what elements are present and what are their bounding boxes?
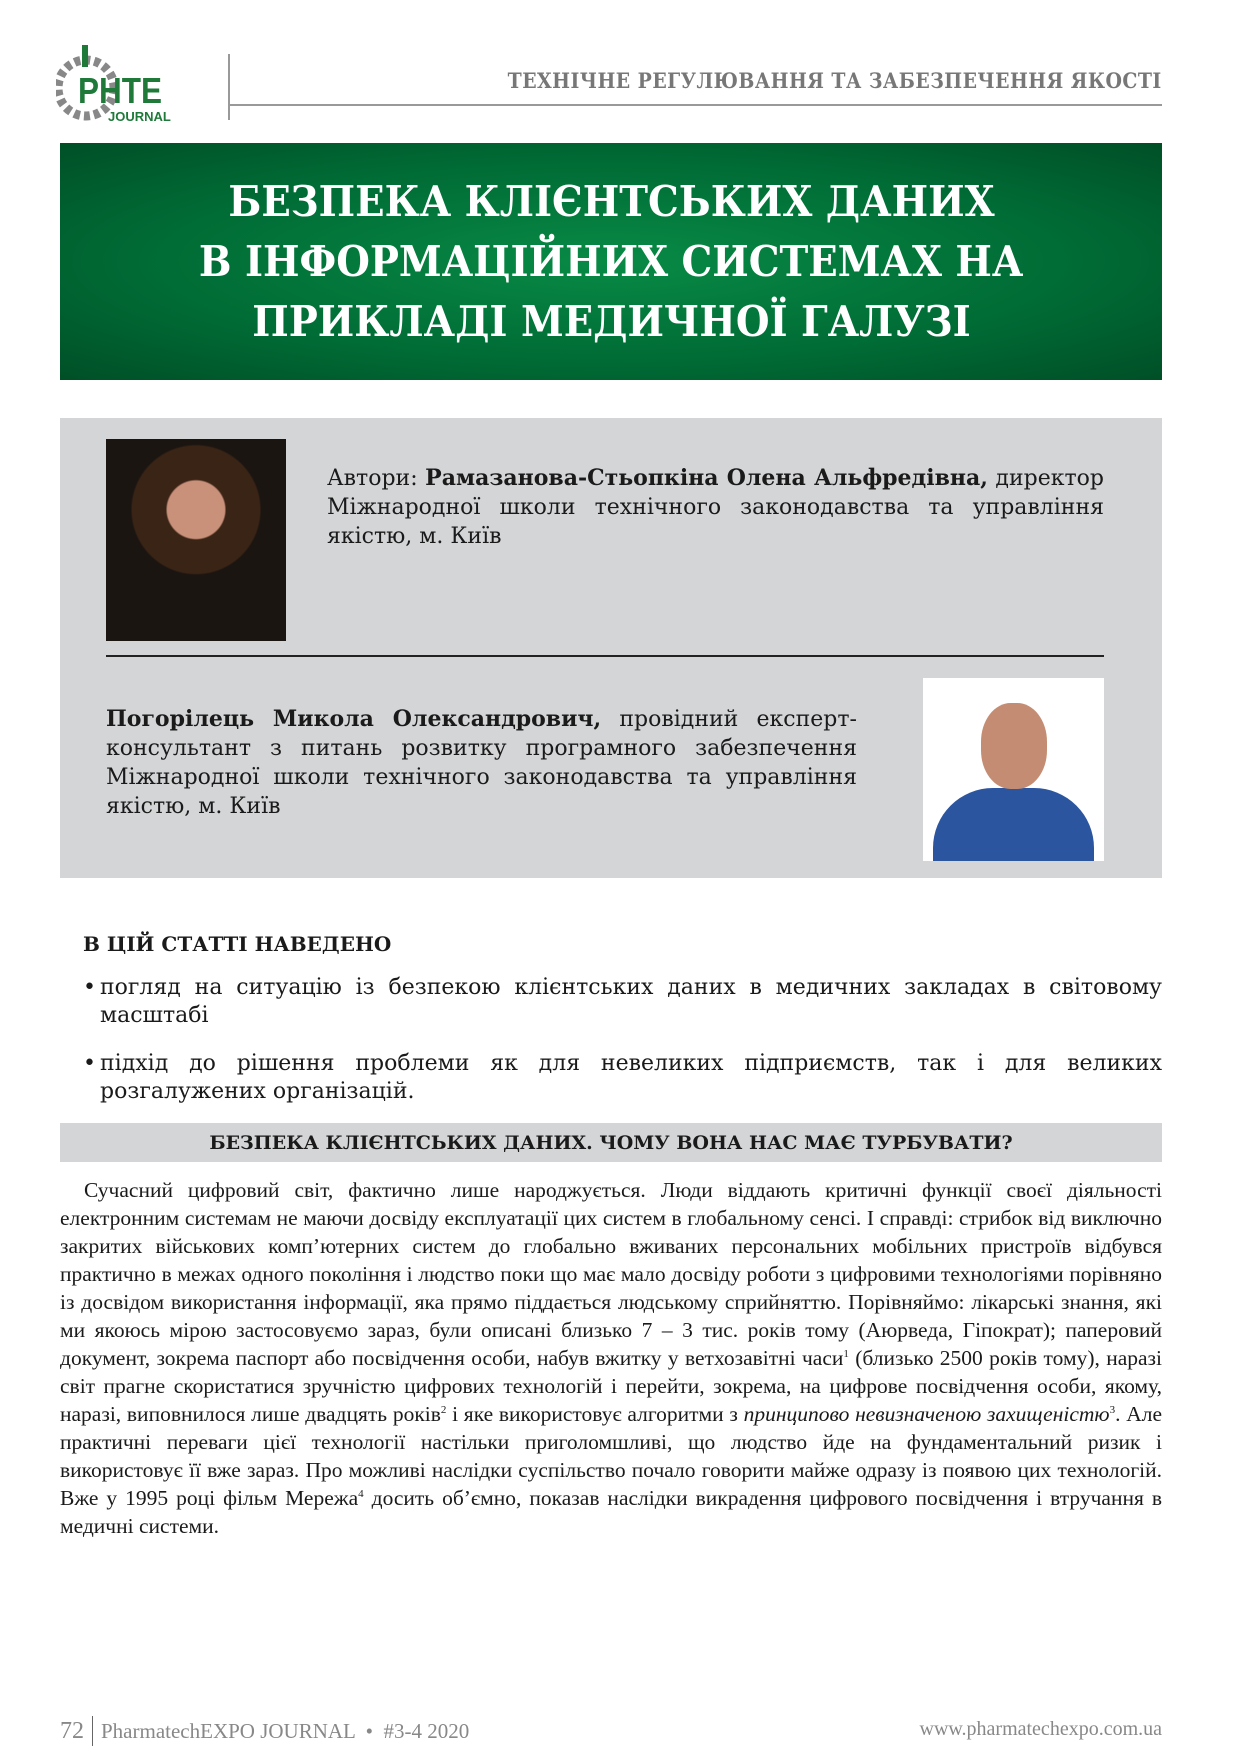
page-number: 72 [60, 1717, 84, 1744]
author-photo [106, 439, 286, 641]
author-description: директор Міжнародної школи технічного законодавства та управління якістю, м. Київ [327, 466, 1104, 549]
svg-text:JOURNAL: JOURNAL [108, 109, 171, 123]
author-1-info [327, 464, 1104, 551]
header-divider-vertical [228, 54, 230, 120]
footer-url[interactable]: www.pharmatechexpo.com.ua [919, 1718, 1162, 1740]
section-bar: БЕЗПЕКА КЛІЄНТСЬКИХ ДАНИХ. ЧОМУ ВОНА НАС МАЄ ТУРБУВАТИ? [60, 1123, 1162, 1162]
journal-issue: PharmatechEXPO JOURNAL • #3-4 2020 [101, 1718, 470, 1743]
authors-box [60, 418, 1162, 878]
author-photo [923, 678, 1104, 861]
footnote-ref[interactable]: 3 [1109, 1403, 1116, 1416]
footer-separator [92, 1716, 93, 1746]
author-description: провідний експерт-консультант з питань розвитку програмного забезпечення Міжнародної школи технічного законодавства та управління якістю, м. Київ [106, 707, 857, 819]
footnote-ref[interactable]: 1 [843, 1347, 849, 1360]
journal-logo [56, 43, 186, 123]
author-name: Рамазанова-Стьопкіна Олена Альфредівна, [425, 465, 988, 491]
author-name: Погорілець Микола Олександрович, [106, 706, 602, 732]
footnote-ref[interactable]: 4 [358, 1487, 364, 1500]
header-divider [228, 104, 1162, 106]
intro-bullet: • підхід до рішення проблеми як для невеликих підприємств, так і для великих розгалужених організацій. [83, 1050, 1162, 1106]
footer-left [60, 1716, 469, 1746]
title-line: В ІНФОРМАЦІЙНИХ СИСТЕМАХ НА [198, 236, 1024, 286]
section-heading: ТЕХНІЧНЕ РЕГУЛЮВАННЯ ТА ЗАБЕЗПЕЧЕННЯ ЯКОСТІ [507, 68, 1162, 93]
intro-heading: В ЦІЙ СТАТТІ НАВЕДЕНО [83, 932, 392, 956]
intro-bullet: • погляд на ситуацію із безпекою клієнтських даних в медичних закладах в світовому масштабі [83, 974, 1162, 1030]
authors-divider [106, 655, 1104, 657]
body-paragraph: Сучасний цифровий світ, фактично лише народжується. Люди віддають критичні функції своєї діяльності електронним системам не маючи досвіду експлуатації цих систем в глобальному сенсі. І справді: стрибок від виключно закритих військових комп’ютерних систем до глобально вживаних персональних мобільних пристроїв відбувся практично в межах одного покоління і людство поки що має мало досвіду роботи з цифровими технологіями порівняно із досвідом використання інформації, яка прямо піддається людському сприйняттю. Порівняймо: лікарські знання, які ми якоюсь мірою застосовуємо зараз, були описані близько 7 – 3 тис. років тому (Аюрведа, Гіпократ); паперовий документ, зокрема паспорт або посвідчення особи, набув вжитку у ветхозавітні часи$^1$ (близько 2500 років тому), наразі світ прагне скористатися зручністю цифрових технологій і перейти, зокрема, на цифрове посвідчення особи, якому, наразі, виповнилося лише двадцять років$^2$ і яке використовує алгоритми з принципово невизначеною захищеністю$^3$. Але практичні переваги цієї технології настільки приголомшливі, що людство йде на фундаментальний ризик і використовує її вже зараз. Про можливі наслідки суспільство почало говорити майже одразу із появою цих технологій. Вже у 1995 році фільм Мережа$^4$ досить об’ємно, показав наслідки викрадення цифрового посвідчення і втручання в медичні системи. [60, 1178, 1163, 1538]
title-banner [60, 143, 1162, 380]
author-2-info [106, 705, 857, 821]
authors-label: Автори: [327, 466, 426, 491]
title-line: БЕЗПЕКА КЛІЄНТСЬКИХ ДАНИХ [227, 176, 995, 226]
svg-text:PHTE: PHTE [78, 70, 162, 111]
title-line: ПРИКЛАДІ МЕДИЧНОЇ ГАЛУЗІ [251, 296, 971, 346]
footnote-ref[interactable]: 2 [440, 1403, 447, 1416]
